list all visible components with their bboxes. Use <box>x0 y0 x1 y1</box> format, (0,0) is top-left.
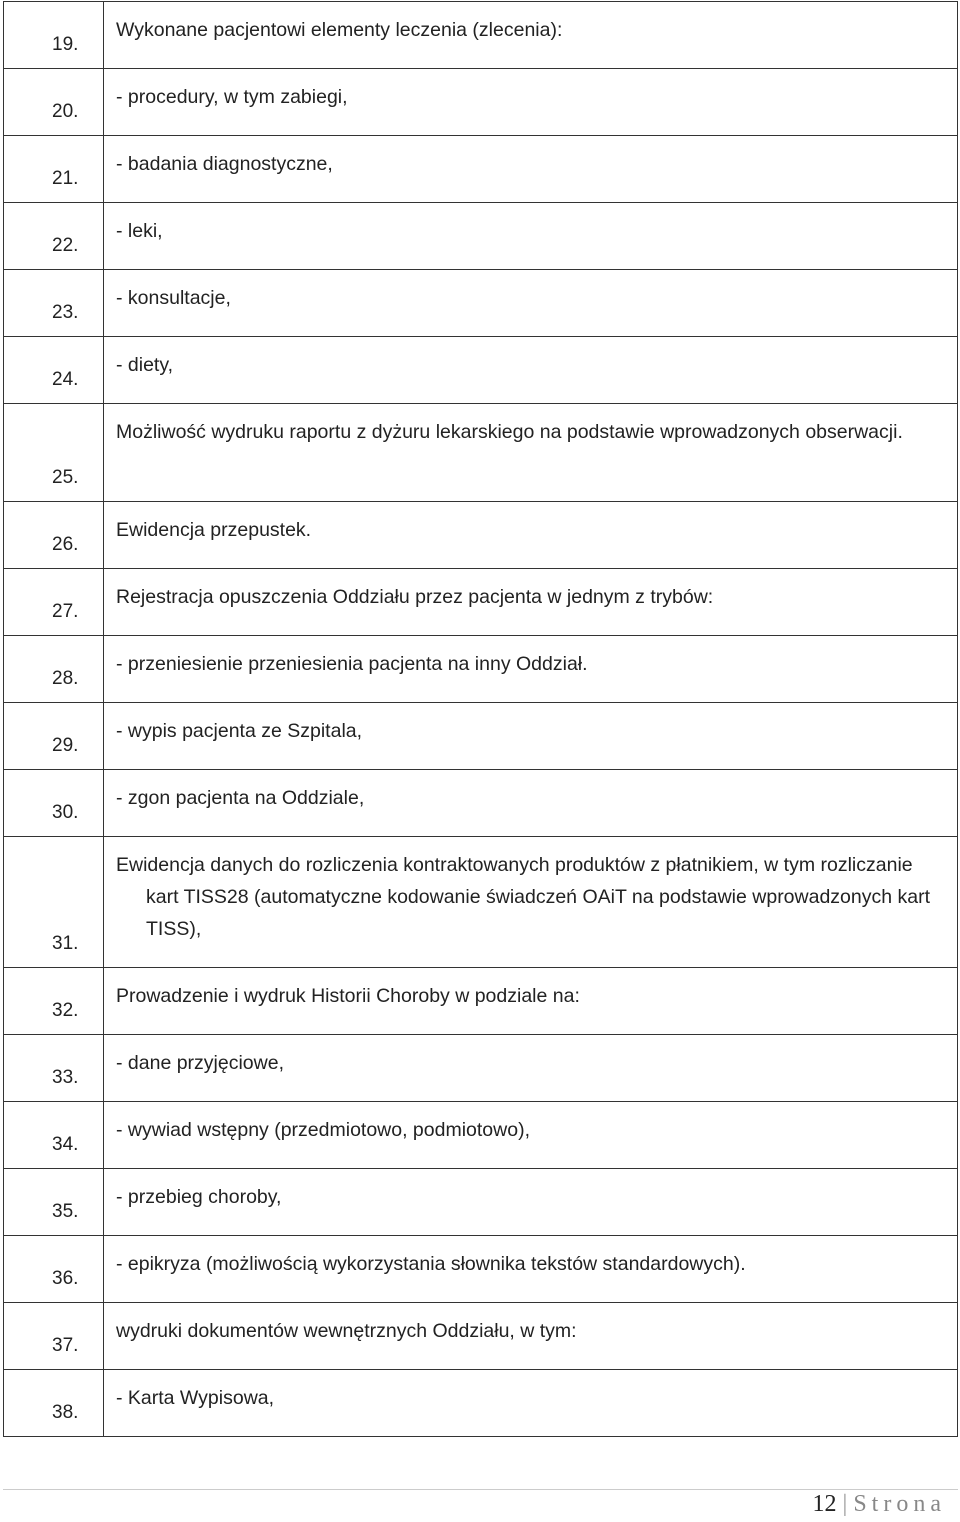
row-text: Rejestracja opuszczenia Oddziału przez pacjenta w jednym z trybów: <box>116 586 714 608</box>
row-number-cell <box>4 968 104 1035</box>
table-row <box>4 703 958 770</box>
row-number: 35. <box>52 1201 79 1222</box>
row-number-cell <box>4 569 104 636</box>
row-number-cell <box>4 770 104 837</box>
row-text-cell <box>104 636 958 703</box>
row-text-cell <box>104 1370 958 1437</box>
row-text-cell <box>104 770 958 837</box>
row-number: 26. <box>52 534 79 555</box>
row-text-cell <box>104 337 958 404</box>
row-number: 19. <box>52 34 79 55</box>
table-row <box>4 337 958 404</box>
table-row <box>4 203 958 270</box>
row-number-cell <box>4 837 104 968</box>
table-row <box>4 1102 958 1169</box>
row-text: - konsultacje, <box>116 287 231 309</box>
table-row <box>4 968 958 1035</box>
page-number: 12 <box>812 1491 837 1517</box>
footer-separator: | <box>842 1491 848 1517</box>
row-number-cell <box>4 636 104 703</box>
row-number: 21. <box>52 168 79 189</box>
row-text-cell <box>104 1035 958 1102</box>
row-number: 20. <box>52 101 79 122</box>
row-number-cell <box>4 136 104 203</box>
table-row <box>4 1370 958 1437</box>
row-text-cell <box>104 1236 958 1303</box>
row-text: - zgon pacjenta na Oddziale, <box>116 787 365 809</box>
row-text-cell <box>104 1169 958 1236</box>
row-number: 28. <box>52 668 79 689</box>
table-row <box>4 1035 958 1102</box>
table-row <box>4 1169 958 1236</box>
row-text: - badania diagnostyczne, <box>116 153 333 175</box>
row-text-cell <box>104 502 958 569</box>
row-text-cell <box>104 2 958 69</box>
row-number: 32. <box>52 1000 79 1021</box>
row-number-cell <box>4 1102 104 1169</box>
row-text-cell <box>104 569 958 636</box>
row-text-cell <box>104 703 958 770</box>
requirements-table <box>3 1 958 1437</box>
row-text-cell <box>104 136 958 203</box>
table-row <box>4 69 958 136</box>
row-number-cell <box>4 69 104 136</box>
row-text: - wywiad wstępny (przedmiotowo, podmiotowo), <box>116 1119 530 1141</box>
row-text: - epikryza (możliwością wykorzystania słownika tekstów standardowych). <box>116 1253 746 1275</box>
row-number-cell <box>4 203 104 270</box>
table-row <box>4 837 958 968</box>
row-number-cell <box>4 1303 104 1370</box>
row-number-cell <box>4 1169 104 1236</box>
row-text: - wypis pacjenta ze Szpitala, <box>116 720 363 742</box>
row-text: Prowadzenie i wydruk Historii Choroby w podziale na: <box>116 985 580 1007</box>
row-number: 37. <box>52 1335 79 1356</box>
row-number: 24. <box>52 369 79 390</box>
row-text: Ewidencja danych do rozliczenia kontraktowanych produktów z płatnikiem, w tym rozliczanie kart TISS28 (automatyczne kodowanie świadczeń OAiT na podstawie wprowadzonych kart TISS), <box>116 854 931 940</box>
row-text-cell <box>104 404 958 502</box>
table-row <box>4 1236 958 1303</box>
row-text: wydruki dokumentów wewnętrznych Oddziału, w tym: <box>116 1320 577 1342</box>
row-text-cell <box>104 203 958 270</box>
row-number-cell <box>4 337 104 404</box>
row-text: - diety, <box>116 354 174 376</box>
table-row <box>4 569 958 636</box>
table-row <box>4 1303 958 1370</box>
footer-page-word: Strona <box>853 1491 946 1517</box>
row-number: 22. <box>52 235 79 256</box>
row-text: - przebieg choroby, <box>116 1186 282 1208</box>
row-text: Możliwość wydruku raportu z dyżuru lekarskiego na podstawie wprowadzonych obserwacji. <box>116 421 903 443</box>
row-text: - przeniesienie przeniesienia pacjenta na inny Oddział. <box>116 653 588 675</box>
row-number-cell <box>4 502 104 569</box>
row-number-cell <box>4 404 104 502</box>
row-number: 25. <box>52 467 79 488</box>
row-number-cell <box>4 703 104 770</box>
row-text-cell <box>104 69 958 136</box>
row-number: 36. <box>52 1268 79 1289</box>
row-number-cell <box>4 1370 104 1437</box>
row-number-cell <box>4 1035 104 1102</box>
table-row <box>4 502 958 569</box>
row-number: 33. <box>52 1067 79 1088</box>
row-text: - procedury, w tym zabiegi, <box>116 86 348 108</box>
row-text-cell <box>104 1303 958 1370</box>
row-text: - Karta Wypisowa, <box>116 1387 275 1409</box>
row-text-cell <box>104 1102 958 1169</box>
requirements-table-body <box>4 2 958 1437</box>
row-text-cell <box>104 837 958 968</box>
row-text-cell <box>104 270 958 337</box>
row-number: 30. <box>52 802 79 823</box>
page-footer <box>813 1491 946 1518</box>
row-number: 23. <box>52 302 79 323</box>
table-row <box>4 636 958 703</box>
table-row <box>4 404 958 502</box>
footer-divider <box>3 1489 958 1490</box>
table-row <box>4 770 958 837</box>
row-number-cell <box>4 1236 104 1303</box>
row-number: 34. <box>52 1134 79 1155</box>
row-number: 38. <box>52 1402 79 1423</box>
table-row <box>4 2 958 69</box>
row-text: - dane przyjęciowe, <box>116 1052 284 1074</box>
row-number: 27. <box>52 601 79 622</box>
row-number: 29. <box>52 735 79 756</box>
row-number-cell <box>4 2 104 69</box>
table-row <box>4 136 958 203</box>
row-text: Ewidencja przepustek. <box>116 519 312 541</box>
row-number: 31. <box>52 933 79 954</box>
row-text: - leki, <box>116 220 163 242</box>
row-number-cell <box>4 270 104 337</box>
row-text-cell <box>104 968 958 1035</box>
table-row <box>4 270 958 337</box>
row-text: Wykonane pacjentowi elementy leczenia (zlecenia): <box>116 19 563 41</box>
